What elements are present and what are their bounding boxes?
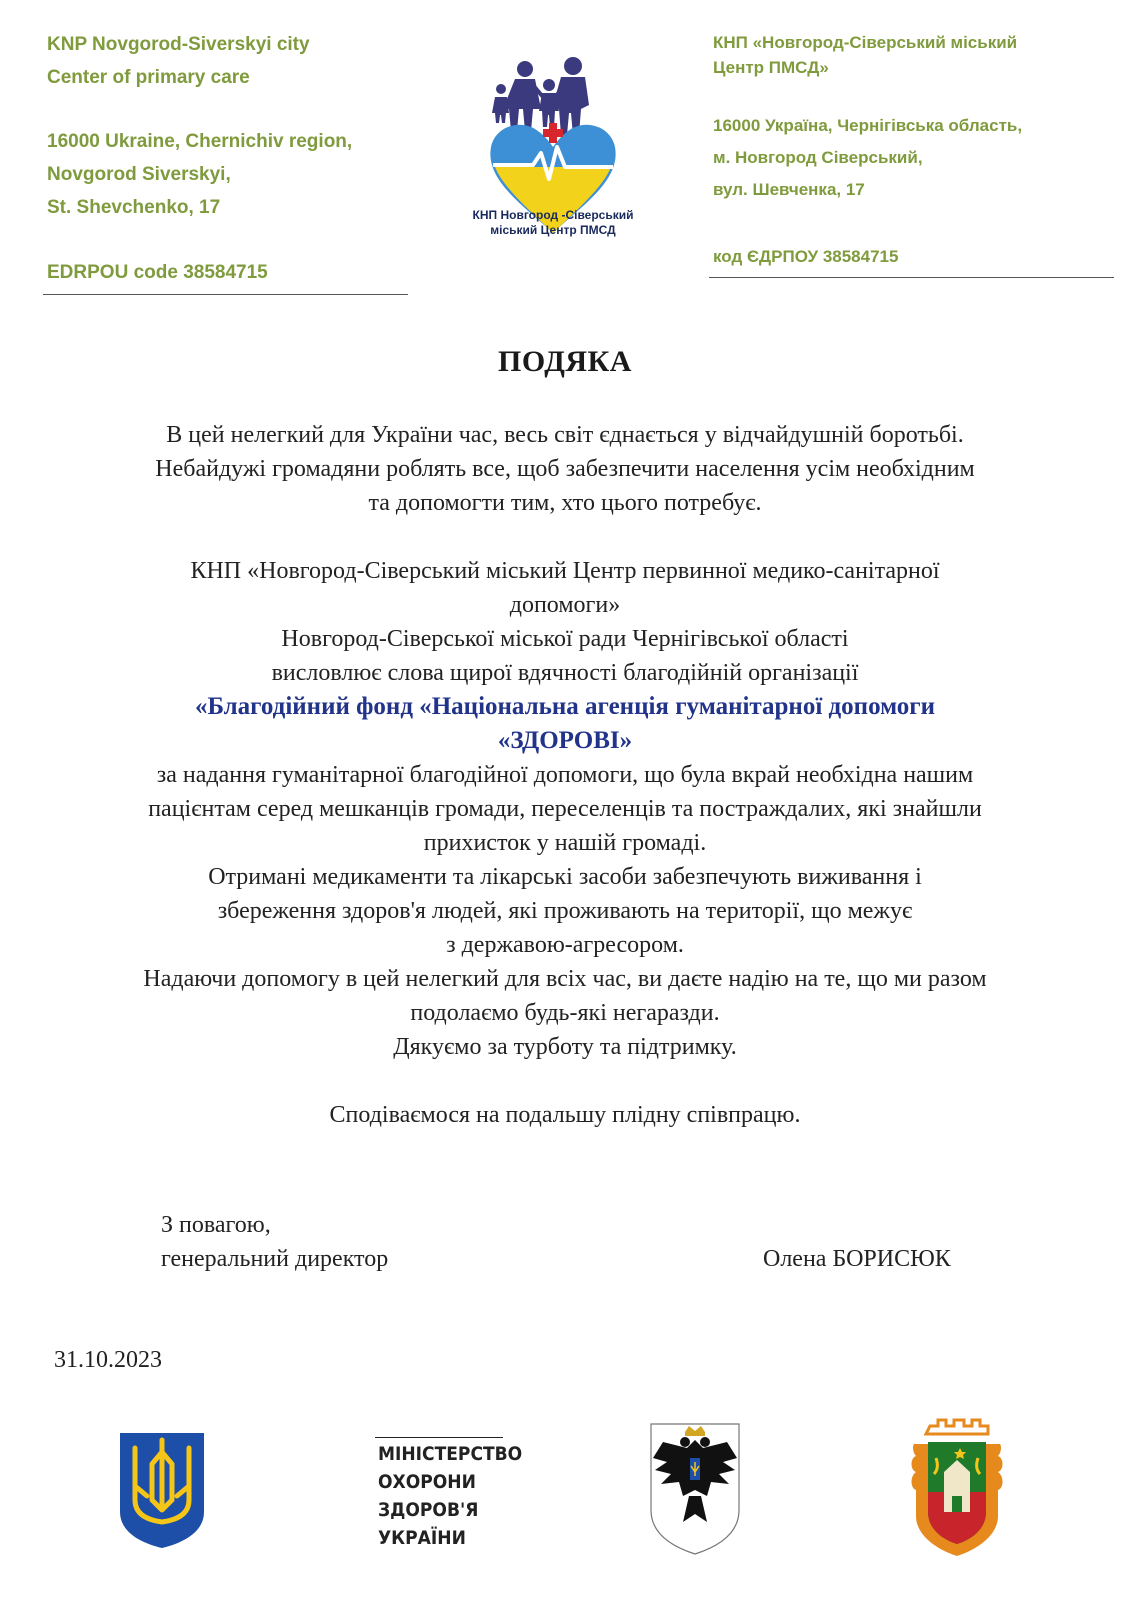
ministry-line: ЗДОРОВ'Я bbox=[378, 1499, 479, 1521]
ministry-line: МІНІСТЕРСТВО bbox=[378, 1443, 523, 1465]
ministry-line: УКРАЇНИ bbox=[378, 1527, 466, 1549]
body-line: пацієнтам серед мешканців громади, переселенців та постраждалих, які знайшли bbox=[148, 796, 982, 822]
header-ua bbox=[713, 30, 1113, 273]
header-ua-address-line3: вул. Шевченка, 17 bbox=[713, 180, 865, 199]
ministry-of-health-logo bbox=[378, 1440, 523, 1552]
body-line: прихисток у нашій громаді. bbox=[423, 830, 707, 856]
body-line: Новгород-Сіверської міської ради Чернігівської області bbox=[281, 626, 849, 652]
body-line: за надання гуманітарної благодійної допомоги, що була вкрай необхідна нашим bbox=[156, 762, 974, 788]
header-en-address-line3: St. Shevchenko, 17 bbox=[47, 197, 221, 218]
signature-block bbox=[161, 1208, 388, 1276]
header-ua-org-line1: КНП «Новгород-Сіверський міський bbox=[713, 33, 1018, 52]
header-en-code: EDRPOU code 38584715 bbox=[47, 262, 268, 283]
body-line: збереження здоров'я людей, які проживають на території, що межує bbox=[217, 898, 913, 924]
body-line: подолаємо будь-які негаразди. bbox=[410, 1000, 720, 1026]
header-ua-address-line1: 16000 Україна, Чернігівська область, bbox=[713, 116, 1023, 135]
novhorod-siverskyi-city-coat-of-arms-icon bbox=[908, 1412, 1006, 1562]
signature-name: Олена БОРИСЮК bbox=[763, 1246, 951, 1272]
ministry-line: ОХОРОНИ bbox=[378, 1471, 476, 1493]
body-line: допомоги» bbox=[509, 592, 621, 618]
body-line: з державою-агресором. bbox=[446, 932, 684, 958]
logo-caption-line2: міський Центр ПМСД bbox=[490, 223, 616, 237]
signature-position: генеральний директор bbox=[161, 1246, 389, 1272]
header-ua-code: код ЄДРПОУ 38584715 bbox=[713, 247, 899, 266]
header-en bbox=[47, 28, 402, 289]
ukraine-coat-of-arms-icon bbox=[117, 1430, 207, 1550]
header-ua-org-line2: Центр ПМСД» bbox=[713, 58, 829, 77]
body-line: висловлює слова щирої вдячності благодійній організації bbox=[271, 660, 859, 686]
body-line: В цей нелегкий для України час, весь світ єднається у відчайдушній боротьбі. bbox=[166, 422, 964, 448]
header-en-org-line1: KNP Novgorod-Siverskyi city bbox=[47, 34, 310, 55]
body-line-organization: «ЗДОРОВІ» bbox=[497, 727, 633, 754]
signature-regards: З повагою, bbox=[161, 1212, 271, 1238]
header-en-address-line2: Novgorod Siverskyi, bbox=[47, 164, 231, 185]
header-ua-divider bbox=[709, 277, 1114, 278]
header-en-address-line1: 16000 Ukraine, Chernichiv region, bbox=[47, 131, 353, 152]
body-line-closing: Сподіваємося на подальшу плідну співпрацю. bbox=[329, 1102, 801, 1128]
letter-body bbox=[40, 418, 1090, 1132]
body-line: та допомогти тим, хто цього потребує. bbox=[368, 490, 762, 516]
logo-caption bbox=[463, 208, 643, 238]
body-line: Небайдужі громадяни роблять все, щоб забезпечити населення усім необхідним bbox=[155, 456, 975, 482]
body-line: Дякуємо за турботу та підтримку. bbox=[393, 1034, 737, 1060]
body-line: Надаючи допомогу в цей нелегкий для всіх час, ви даєте надію на те, що ми разом bbox=[143, 966, 987, 992]
body-line: Отримані медикаменти та лікарські засоби забезпечують виживання і bbox=[208, 864, 922, 890]
body-line: КНП «Новгород-Сіверський міський Центр первинної медико-санітарної bbox=[190, 558, 940, 584]
header-en-divider bbox=[43, 294, 408, 295]
header-ua-address-line2: м. Новгород Сіверський, bbox=[713, 148, 923, 167]
chernihiv-oblast-coat-of-arms-icon bbox=[645, 1418, 745, 1558]
letter-date: 31.10.2023 bbox=[54, 1347, 162, 1373]
body-line-organization: «Благодійний фонд «Національна агенція гуманітарної допомоги bbox=[194, 693, 936, 720]
letter-title: ПОДЯКА bbox=[498, 345, 632, 378]
logo-caption-line1: КНП Новгород -Сіверський bbox=[472, 208, 634, 222]
header-en-org-line2: Center of primary care bbox=[47, 67, 250, 88]
ministry-divider bbox=[375, 1437, 503, 1438]
